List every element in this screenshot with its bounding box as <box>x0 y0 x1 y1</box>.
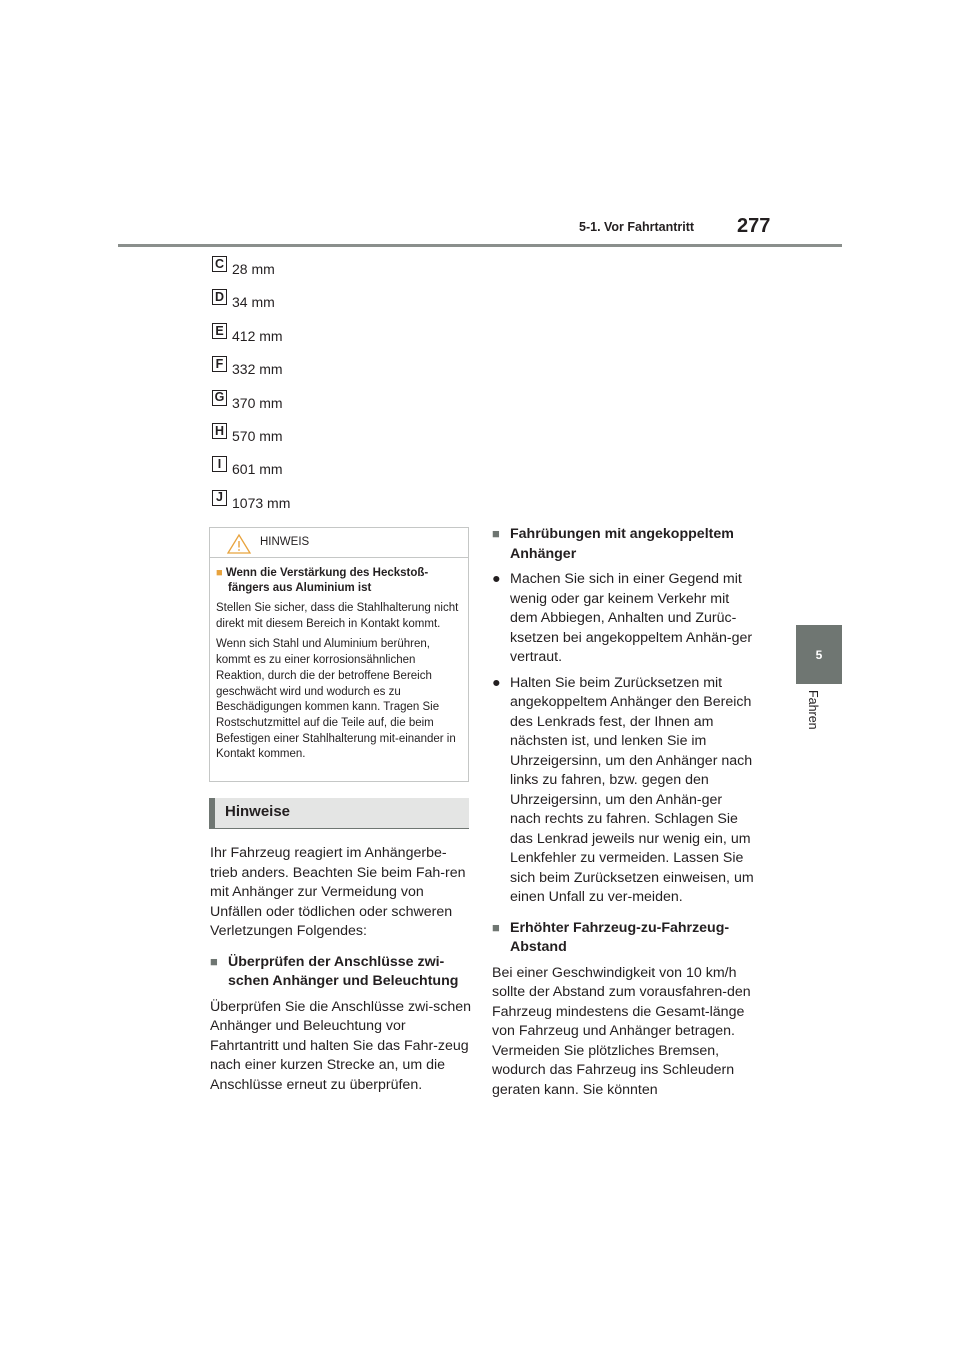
measurement-item <box>212 323 290 356</box>
measurement-value: 34 mm <box>232 294 275 311</box>
square-bullet-icon: ■ <box>210 953 218 969</box>
section-heading <box>492 524 754 564</box>
notice-heading-text: Wenn die Verstärkung des Heckstoß-fängers aus Aluminium ist <box>225 567 429 594</box>
section-paragraph: Überprüfen Sie die Anschlüsse zwi-schen Anhänger und Beleuchtung vor Fahrtantritt und halten Sie das Fahr-zeug nach einer kurzen Strecke an, um die Anschlüsse erneut zu überprüfen. <box>210 998 472 1093</box>
chapter-number: 5 <box>815 647 823 662</box>
measurement-letter: I <box>212 456 227 472</box>
notes-section-header <box>209 798 469 829</box>
chapter-tab[interactable] <box>796 625 842 684</box>
bullet-text: Halten Sie beim Zurücksetzen mit angekoppeltem Anhänger den Bereich des Lenkrads fest, der Ihnen am nächsten ist, und lenken Sie im Uhrzeigersinn, um den Anhänger nach links zu fahren, bzw. gegen den Uhrzeigersinn, um den Anhän-ger nach rechts zu fahren. Schlagen Sie das Lenkrad jeweils nur wenig ein, um Lenkfehler zu vermeiden. Lassen Sie sich beim Zurücksetzen einweisen, um einen Unfall zu ver-meiden. <box>510 674 754 905</box>
square-bullet-icon: ■ <box>492 919 500 935</box>
intro-paragraph: Ihr Fahrzeug reagiert im Anhängerbe-trieb anders. Beachten Sie beim Fah-ren mit Anhänger zur Vermeidung von Unfällen oder tödlichen oder schweren Verletzungen Folgendes: <box>210 845 466 939</box>
warning-triangle-icon <box>226 533 252 560</box>
measurement-value: 332 mm <box>232 361 283 378</box>
measurement-letter: H <box>212 423 227 439</box>
section-paragraph: Bei einer Geschwindigkeit von 10 km/h sollte der Abstand zum vorausfahren-den Fahrzeug mindestens die Gesamt-länge von Fahrzeug und Anhänger betragen. Vermeiden Sie plötzliches Bremsen, wodurch das Fahrzeug ins Schleudern geraten kann. Sie könnten <box>492 964 751 1098</box>
measurement-item <box>212 490 290 523</box>
measurement-value: 370 mm <box>232 394 283 411</box>
measurement-letter: D <box>212 289 227 305</box>
right-column <box>492 524 754 1100</box>
bullet-dot-icon: ● <box>492 571 501 587</box>
header-divider <box>118 244 842 247</box>
notice-title: HINWEIS <box>260 536 310 548</box>
notes-title: Hinweise <box>225 803 291 820</box>
notice-header <box>210 528 468 558</box>
bullet-dot-icon: ● <box>492 674 501 691</box>
chapter-label: Fahren <box>806 690 820 730</box>
measurement-value: 601 mm <box>232 461 283 478</box>
measurement-letter: J <box>212 490 227 506</box>
bullet-text: Machen Sie sich in einer Gegend mit wenig oder gar keinem Verkehr mit dem Abbiegen, Anhalten und Zurüc-ksetzen bei angekoppeltem Anhän-ger vertraut. <box>510 571 753 665</box>
measurement-item <box>212 456 290 489</box>
square-bullet-icon: ■ <box>216 567 223 579</box>
measurement-item <box>212 423 290 456</box>
left-column <box>210 844 472 1095</box>
square-bullet-icon: ■ <box>492 526 500 541</box>
measurement-item <box>212 356 290 389</box>
notice-box <box>209 527 469 782</box>
measurement-letter: E <box>212 323 227 339</box>
bullet-item <box>492 570 754 668</box>
measurement-item <box>212 289 290 322</box>
page-number: 277 <box>737 215 771 237</box>
section-heading-text: Überprüfen der Anschlüsse zwi-schen Anhänger und Beleuchtung <box>228 953 459 989</box>
notice-heading <box>216 566 462 596</box>
measurement-value: 412 mm <box>232 327 283 344</box>
section-heading-text: Erhöhter Fahrzeug-zu-Fahrzeug-Abstand <box>510 919 730 955</box>
bullet-item <box>492 674 754 908</box>
section-heading <box>210 952 472 992</box>
section-title: 5-1. Vor Fahrtantritt <box>579 220 695 234</box>
measurement-list <box>212 256 290 523</box>
section-heading <box>492 918 754 958</box>
notice-paragraph: Wenn sich Stahl und Aluminium berühren, kommt es zu einer korrosionsähnlichen Reaktion, durch die der betroffene Bereich geschwächt wird und wodurch es zu Beschädigungen kommen kann. Tragen Sie Rostschutzmittel auf die Teile auf, die beim Befestigen einer Stahlhalterung mit-einander in Kontakt kommen. <box>216 638 456 761</box>
notice-paragraph: Stellen Sie sicher, dass die Stahlhalterung nicht direkt mit diesem Bereich in Kontakt kommt. <box>216 602 459 630</box>
measurement-value: 28 mm <box>232 261 275 277</box>
measurement-letter: C <box>212 256 227 272</box>
measurement-value: 570 mm <box>232 427 283 444</box>
measurement-item <box>212 256 290 289</box>
section-heading-text: Fahrübungen mit angekoppeltem Anhänger <box>510 526 734 562</box>
measurement-item <box>212 390 290 423</box>
measurement-value: 1073 mm <box>232 494 291 511</box>
measurement-letter: F <box>212 356 227 372</box>
measurement-letter: G <box>212 390 227 406</box>
notice-body <box>210 558 468 763</box>
